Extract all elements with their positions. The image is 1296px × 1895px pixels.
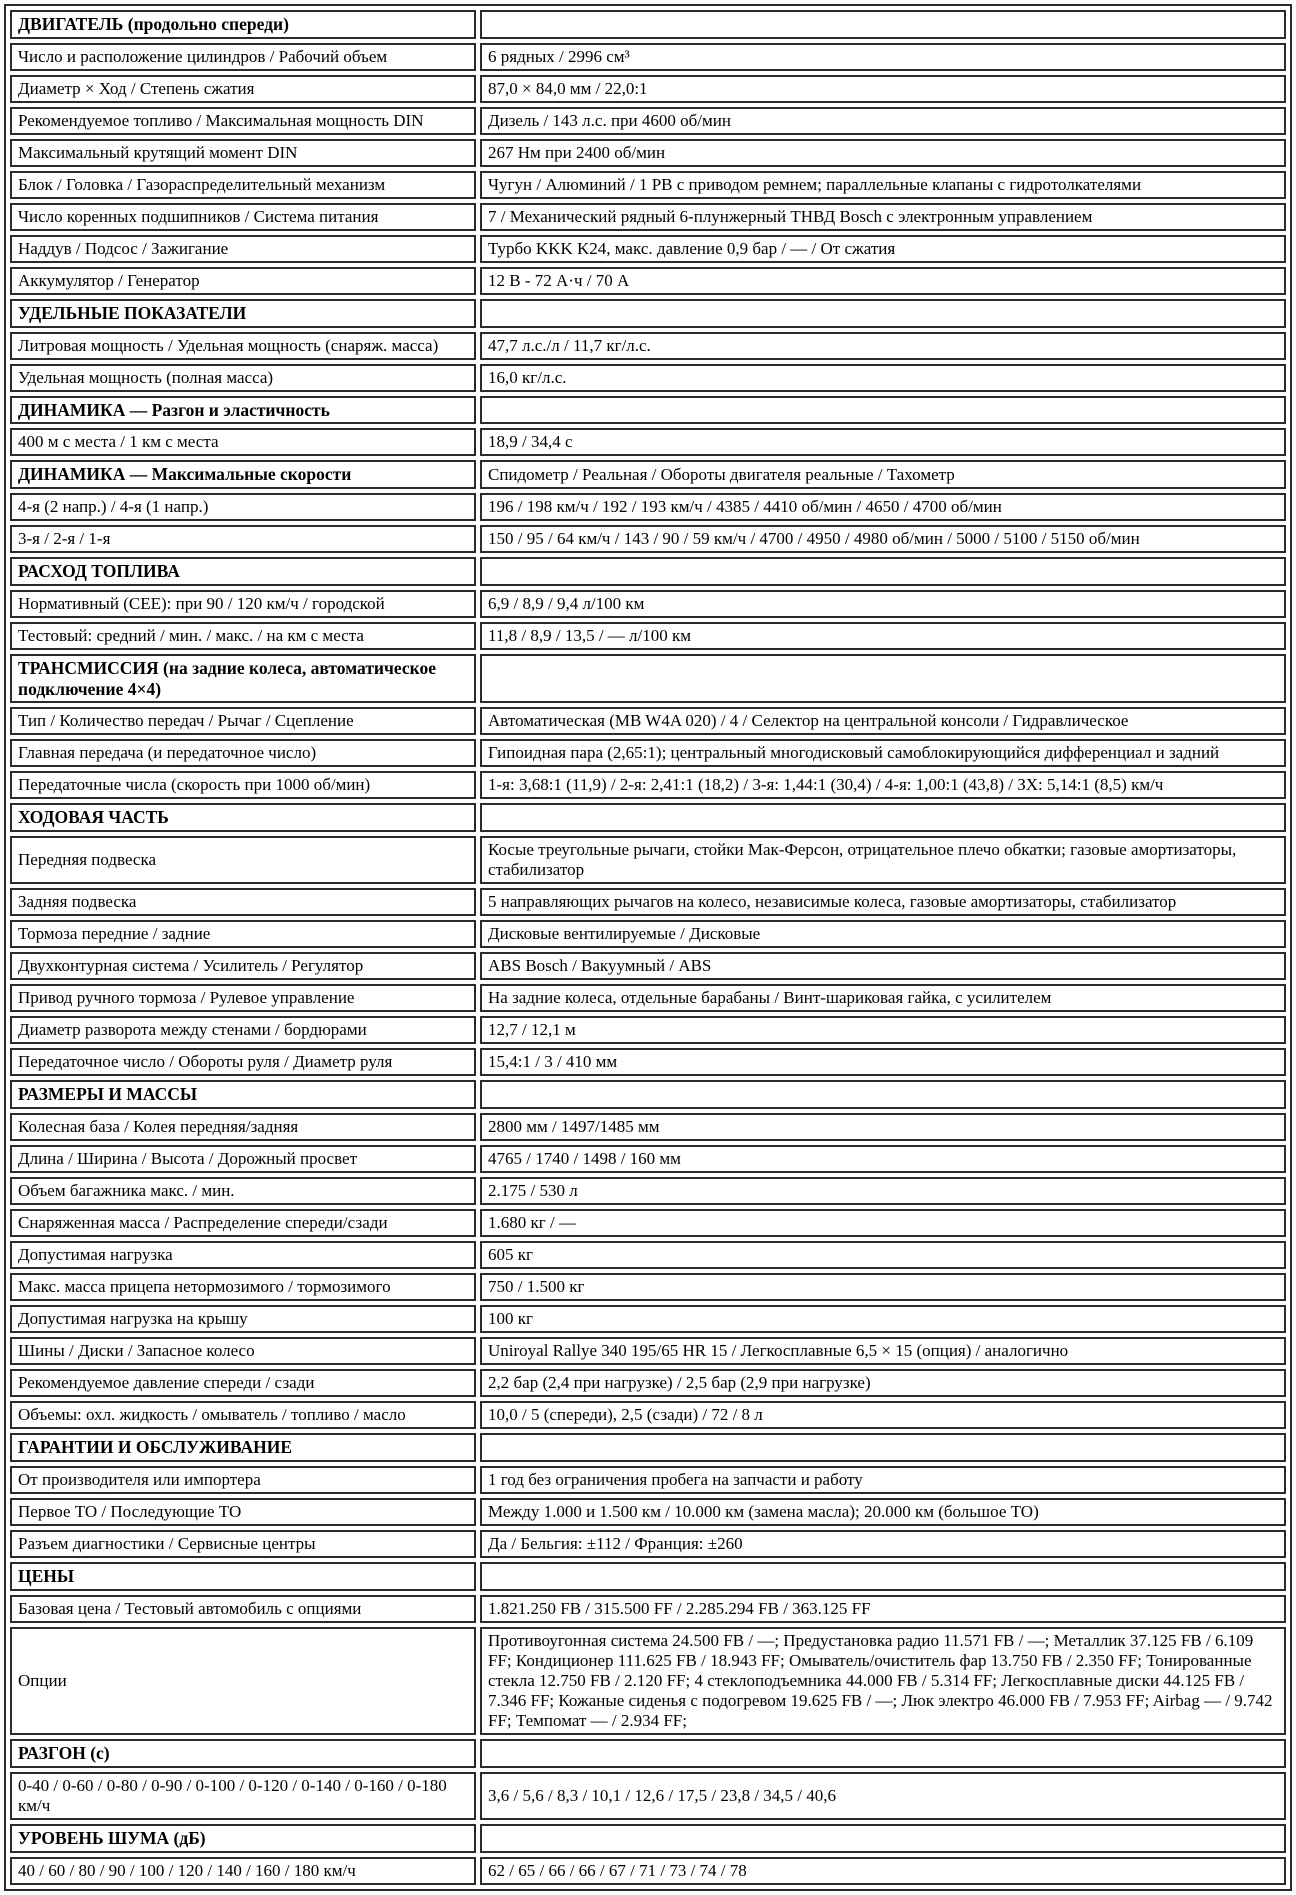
spec-value-cell: Дизель / 143 л.с. при 4600 об/мин (480, 107, 1286, 135)
spec-value-cell: 605 кг (480, 1241, 1286, 1269)
spec-label-cell: РАСХОД ТОПЛИВА (10, 557, 476, 586)
spec-value-cell: Чугун / Алюминий / 1 РВ с приводом ремнем; параллельные клапаны с гидротолкателями (480, 171, 1286, 199)
spec-row (10, 235, 1286, 263)
spec-row (10, 267, 1286, 295)
spec-value-cell: 2,2 бар (2,4 при нагрузке) / 2,5 бар (2,9 при нагрузке) (480, 1369, 1286, 1397)
spec-row (10, 107, 1286, 135)
section-header-row (10, 557, 1286, 586)
spec-row (10, 888, 1286, 916)
section-header-row (10, 1739, 1286, 1768)
spec-value-cell: 5 направляющих рычагов на колесо, независимые колеса, газовые амортизаторы, стабилизатор (480, 888, 1286, 916)
spec-label-cell: Аккумулятор / Генератор (10, 267, 476, 295)
spec-value-cell: 267 Нм при 2400 об/мин (480, 139, 1286, 167)
spec-value-cell (480, 1080, 1286, 1109)
spec-value-cell: 150 / 95 / 64 км/ч / 143 / 90 / 59 км/ч / 4700 / 4950 / 4980 об/мин / 5000 / 5100 / 5150 об/мин (480, 525, 1286, 553)
spec-value-cell: 16,0 кг/л.с. (480, 364, 1286, 392)
spec-row (10, 1113, 1286, 1141)
spec-label-cell: Длина / Ширина / Высота / Дорожный просвет (10, 1145, 476, 1173)
spec-label-cell: Тип / Количество передач / Рычаг / Сцепление (10, 707, 476, 735)
spec-value-cell: 6,9 / 8,9 / 9,4 л/100 км (480, 590, 1286, 618)
spec-label-cell: Двухконтурная система / Усилитель / Регулятор (10, 952, 476, 980)
spec-label-cell: ТРАНСМИССИЯ (на задние колеса, автоматическое подключение 4×4) (10, 654, 476, 703)
section-header-row (10, 460, 1286, 489)
spec-row (10, 590, 1286, 618)
spec-value-cell: Между 1.000 и 1.500 км / 10.000 км (замена масла); 20.000 км (большое ТО) (480, 1498, 1286, 1526)
spec-label-cell: РАЗМЕРЫ И МАССЫ (10, 1080, 476, 1109)
spec-label-cell: РАЗГОН (с) (10, 1739, 476, 1768)
spec-value-cell: Гипоидная пара (2,65:1); центральный многодисковый самоблокирующийся дифференциал и задний (480, 739, 1286, 767)
spec-value-cell: 6 рядных / 2996 см³ (480, 43, 1286, 71)
spec-row (10, 139, 1286, 167)
spec-label-cell: Блок / Головка / Газораспределительный механизм (10, 171, 476, 199)
spec-label-cell: Главная передача (и передаточное число) (10, 739, 476, 767)
spec-value-cell: 750 / 1.500 кг (480, 1273, 1286, 1301)
spec-label-cell: ДВИГАТЕЛЬ (продольно спереди) (10, 10, 476, 39)
spec-label-cell: УДЕЛЬНЫЕ ПОКАЗАТЕЛИ (10, 299, 476, 328)
spec-label-cell: Допустимая нагрузка (10, 1241, 476, 1269)
spec-label-cell: Допустимая нагрузка на крышу (10, 1305, 476, 1333)
spec-table (4, 4, 1292, 1891)
spec-value-cell (480, 803, 1286, 832)
spec-value-cell: 196 / 198 км/ч / 192 / 193 км/ч / 4385 / 4410 об/мин / 4650 / 4700 об/мин (480, 493, 1286, 521)
spec-label-cell: Число и расположение цилиндров / Рабочий объем (10, 43, 476, 71)
spec-value-cell (480, 1824, 1286, 1853)
spec-label-cell: Удельная мощность (полная масса) (10, 364, 476, 392)
spec-value-cell (480, 654, 1286, 703)
section-header-row (10, 299, 1286, 328)
section-header-row (10, 396, 1286, 425)
spec-row (10, 771, 1286, 799)
spec-row (10, 1337, 1286, 1365)
spec-label-cell: Рекомендуемое давление спереди / сзади (10, 1369, 476, 1397)
spec-value-cell: 10,0 / 5 (спереди), 2,5 (сзади) / 72 / 8 л (480, 1401, 1286, 1429)
spec-value-cell: 100 кг (480, 1305, 1286, 1333)
spec-label-cell: ХОДОВАЯ ЧАСТЬ (10, 803, 476, 832)
spec-table-body (10, 10, 1286, 1885)
spec-label-cell: Диаметр разворота между стенами / бордюрами (10, 1016, 476, 1044)
spec-row (10, 203, 1286, 231)
spec-label-cell: Первое ТО / Последующие ТО (10, 1498, 476, 1526)
spec-value-cell (480, 1562, 1286, 1591)
spec-value-cell: 12 В - 72 А·ч / 70 А (480, 267, 1286, 295)
spec-label-cell: 40 / 60 / 80 / 90 / 100 / 120 / 140 / 160 / 180 км/ч (10, 1857, 476, 1885)
spec-row (10, 171, 1286, 199)
spec-label-cell: 400 м с места / 1 км с места (10, 428, 476, 456)
spec-row (10, 1857, 1286, 1885)
section-header-row (10, 1824, 1286, 1853)
spec-label-cell: Привод ручного тормоза / Рулевое управление (10, 984, 476, 1012)
spec-value-cell: 1 год без ограничения пробега на запчасти и работу (480, 1466, 1286, 1494)
spec-label-cell: Макс. масса прицепа нетормозимого / тормозимого (10, 1273, 476, 1301)
spec-value-cell: 47,7 л.с./л / 11,7 кг/л.с. (480, 332, 1286, 360)
spec-row (10, 1016, 1286, 1044)
spec-row (10, 1305, 1286, 1333)
spec-label-cell: 4-я (2 напр.) / 4-я (1 напр.) (10, 493, 476, 521)
spec-label-cell: ГАРАНТИИ И ОБСЛУЖИВАНИЕ (10, 1433, 476, 1462)
spec-row (10, 1369, 1286, 1397)
spec-label-cell: Опции (10, 1627, 476, 1735)
spec-value-cell: На задние колеса, отдельные барабаны / Винт-шариковая гайка, с усилителем (480, 984, 1286, 1012)
spec-label-cell: Передаточные числа (скорость при 1000 об/мин) (10, 771, 476, 799)
spec-label-cell: Передняя подвеска (10, 836, 476, 884)
spec-row (10, 525, 1286, 553)
spec-value-cell: 1-я: 3,68:1 (11,9) / 2-я: 2,41:1 (18,2) / 3-я: 1,44:1 (30,4) / 4-я: 1,00:1 (43,8) / ЗХ: 5,14:1 (8,5) км/ч (480, 771, 1286, 799)
spec-label-cell: Разъем диагностики / Сервисные центры (10, 1530, 476, 1558)
spec-row (10, 952, 1286, 980)
spec-value-cell: Uniroyal Rallye 340 195/65 HR 15 / Легкосплавные 6,5 × 15 (опция) / аналогично (480, 1337, 1286, 1365)
spec-label-cell: Число коренных подшипников / Система питания (10, 203, 476, 231)
section-header-row (10, 1080, 1286, 1109)
spec-value-cell: Автоматическая (MB W4A 020) / 4 / Селектор на центральной консоли / Гидравлическое (480, 707, 1286, 735)
spec-label-cell: ДИНАМИКА — Разгон и эластичность (10, 396, 476, 425)
spec-label-cell: 0-40 / 0-60 / 0-80 / 0-90 / 0-100 / 0-120 / 0-140 / 0-160 / 0-180 км/ч (10, 1772, 476, 1820)
spec-value-cell: 3,6 / 5,6 / 8,3 / 10,1 / 12,6 / 17,5 / 23,8 / 34,5 / 40,6 (480, 1772, 1286, 1820)
spec-label-cell: Базовая цена / Тестовый автомобиль с опциями (10, 1595, 476, 1623)
spec-label-cell: Объемы: охл. жидкость / омыватель / топливо / масло (10, 1401, 476, 1429)
section-header-row (10, 803, 1286, 832)
spec-row (10, 1273, 1286, 1301)
spec-value-cell (480, 299, 1286, 328)
spec-row (10, 332, 1286, 360)
spec-label-cell: УРОВЕНЬ ШУМА (дБ) (10, 1824, 476, 1853)
spec-row (10, 984, 1286, 1012)
spec-row (10, 920, 1286, 948)
spec-value-cell: 2.175 / 530 л (480, 1177, 1286, 1205)
spec-label-cell: Снаряженная масса / Распределение спереди/сзади (10, 1209, 476, 1237)
spec-label-cell: ДИНАМИКА — Максимальные скорости (10, 460, 476, 489)
spec-label-cell: Наддув / Подсос / Зажигание (10, 235, 476, 263)
spec-label-cell: Максимальный крутящий момент DIN (10, 139, 476, 167)
spec-value-cell: Да / Бельгия: ±112 / Франция: ±260 (480, 1530, 1286, 1558)
spec-value-cell: 1.821.250 FB / 315.500 FF / 2.285.294 FB / 363.125 FF (480, 1595, 1286, 1623)
spec-row (10, 1595, 1286, 1623)
spec-row (10, 1627, 1286, 1735)
spec-row (10, 1048, 1286, 1076)
spec-value-cell: 1.680 кг / — (480, 1209, 1286, 1237)
spec-label-cell: Диаметр × Ход / Степень сжатия (10, 75, 476, 103)
spec-label-cell: Объем багажника макс. / мин. (10, 1177, 476, 1205)
spec-label-cell: От производителя или импортера (10, 1466, 476, 1494)
spec-value-cell: ABS Bosch / Вакуумный / ABS (480, 952, 1286, 980)
spec-value-cell: 11,8 / 8,9 / 13,5 / — л/100 км (480, 622, 1286, 650)
spec-label-cell: Тормоза передние / задние (10, 920, 476, 948)
spec-value-cell: Турбо KKK K24, макс. давление 0,9 бар / — / От сжатия (480, 235, 1286, 263)
spec-row (10, 739, 1286, 767)
spec-value-cell: 87,0 × 84,0 мм / 22,0:1 (480, 75, 1286, 103)
spec-row (10, 75, 1286, 103)
spec-value-cell: 2800 мм / 1497/1485 мм (480, 1113, 1286, 1141)
spec-value-cell (480, 557, 1286, 586)
spec-label-cell: Литровая мощность / Удельная мощность (снаряж. масса) (10, 332, 476, 360)
spec-value-cell: Дисковые вентилируемые / Дисковые (480, 920, 1286, 948)
spec-label-cell: Шины / Диски / Запасное колесо (10, 1337, 476, 1365)
section-header-row (10, 1433, 1286, 1462)
spec-row (10, 1530, 1286, 1558)
spec-label-cell: ЦЕНЫ (10, 1562, 476, 1591)
spec-label-cell: Рекомендуемое топливо / Максимальная мощность DIN (10, 107, 476, 135)
section-header-row (10, 10, 1286, 39)
spec-row (10, 364, 1286, 392)
spec-value-cell: 12,7 / 12,1 м (480, 1016, 1286, 1044)
spec-row (10, 707, 1286, 735)
spec-row (10, 1209, 1286, 1237)
spec-value-cell: 62 / 65 / 66 / 66 / 67 / 71 / 73 / 74 / 78 (480, 1857, 1286, 1885)
spec-value-cell: 18,9 / 34,4 с (480, 428, 1286, 456)
spec-row (10, 1177, 1286, 1205)
spec-value-cell: Спидометр / Реальная / Обороты двигателя реальные / Тахометр (480, 460, 1286, 489)
spec-value-cell: Косые треугольные рычаги, стойки Мак-Ферсон, отрицательное плечо обкатки; газовые амортизаторы, стабилизатор (480, 836, 1286, 884)
spec-row (10, 43, 1286, 71)
spec-value-cell (480, 1739, 1286, 1768)
spec-row (10, 1466, 1286, 1494)
spec-value-cell: 15,4:1 / 3 / 410 мм (480, 1048, 1286, 1076)
spec-label-cell: Нормативный (CEE): при 90 / 120 км/ч / городской (10, 590, 476, 618)
spec-label-cell: Тестовый: средний / мин. / макс. / на км с места (10, 622, 476, 650)
spec-row (10, 1241, 1286, 1269)
spec-row (10, 1145, 1286, 1173)
spec-row (10, 1401, 1286, 1429)
spec-row (10, 428, 1286, 456)
spec-value-cell: 7 / Механический рядный 6-плунжерный ТНВД Bosch с электронным управлением (480, 203, 1286, 231)
section-header-row (10, 1562, 1286, 1591)
spec-row (10, 622, 1286, 650)
spec-row (10, 493, 1286, 521)
spec-row (10, 1772, 1286, 1820)
spec-row (10, 836, 1286, 884)
spec-label-cell: 3-я / 2-я / 1-я (10, 525, 476, 553)
spec-label-cell: Задняя подвеска (10, 888, 476, 916)
spec-value-cell (480, 1433, 1286, 1462)
spec-label-cell: Передаточное число / Обороты руля / Диаметр руля (10, 1048, 476, 1076)
section-header-row (10, 654, 1286, 703)
spec-value-cell: Противоугонная система 24.500 FB / —; Предустановка радио 11.571 FB / —; Металлик 37.125 FB / 6.109 FF; Кондиционер 111.625 FB / 18.943 FF; Омыватель/очиститель фар 13.750 FB / 2.350 FF; Тонированные стекла 12.750 FB / 2.120 FF; 4 стеклоподъемника 44.000 FB / 5.314 FF; Легкосплавные диски 44.125 FB / 7.346 FF; Кожаные сиденья с подогревом 19.625 FB / —; Люк электро 46.000 FB / 7.953 FF; Airbag — / 9.742 FF; Темпомат — / 2.934 FF; (480, 1627, 1286, 1735)
spec-label-cell: Колесная база / Колея передняя/задняя (10, 1113, 476, 1141)
spec-row (10, 1498, 1286, 1526)
spec-value-cell: 4765 / 1740 / 1498 / 160 мм (480, 1145, 1286, 1173)
spec-value-cell (480, 10, 1286, 39)
spec-value-cell (480, 396, 1286, 425)
